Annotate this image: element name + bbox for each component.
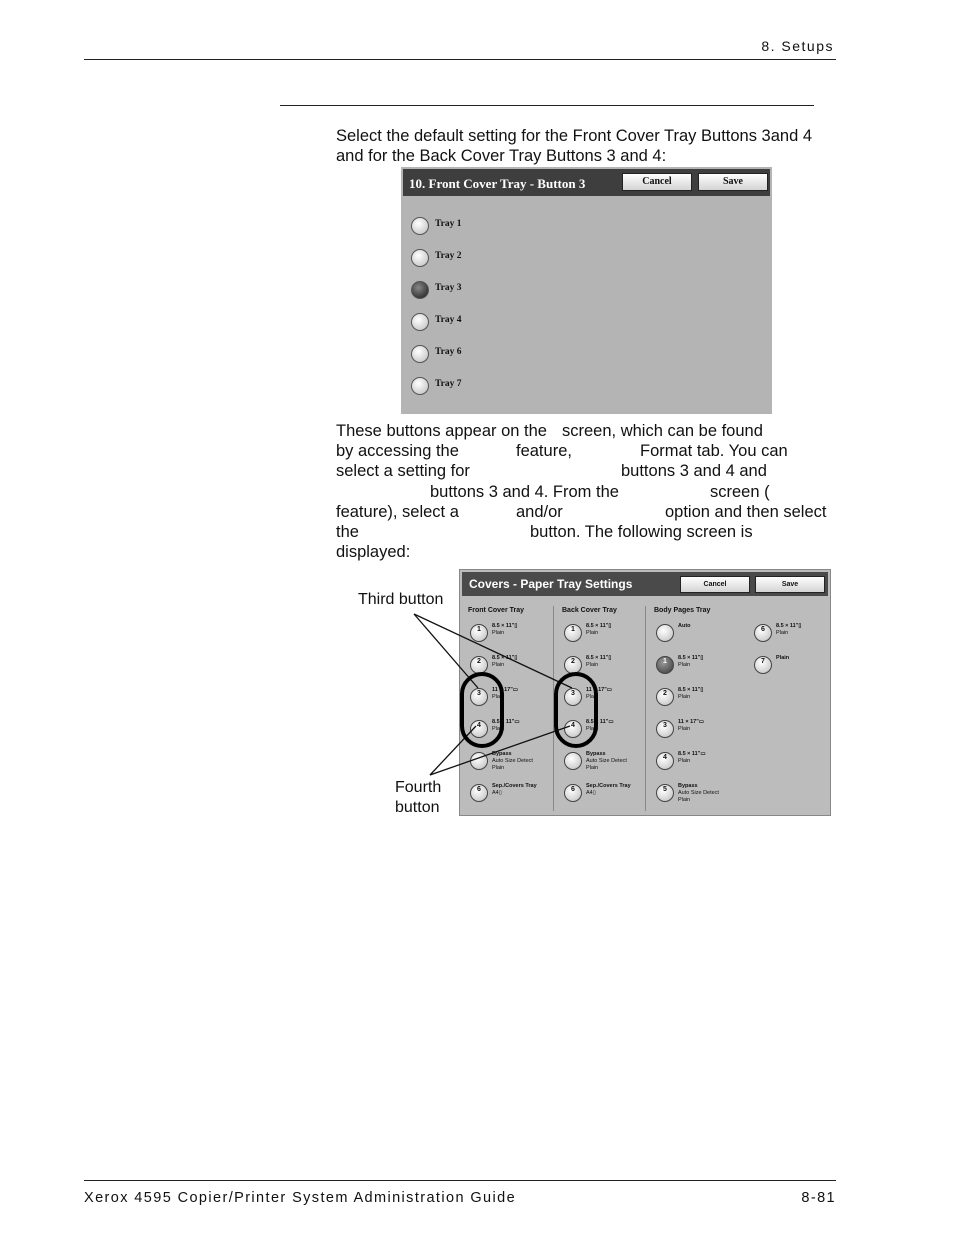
section-header: 8. Setups — [761, 38, 834, 54]
screen-title: 10. Front Cover Tray - Button 3 — [409, 176, 586, 191]
tray-option-label: Tray 4 — [435, 315, 462, 325]
tray-label: Plain — [678, 797, 691, 803]
tray-label: Sep./Covers Tray — [492, 783, 537, 789]
paper-tray-icon: 2 — [470, 656, 488, 674]
intro-text: Select the default setting for the Front Cover Tray Buttons 3and 4 and for the Back Cover Tray Buttons 3 and 4: — [336, 127, 813, 166]
paragraph-text: the — [336, 523, 359, 541]
tray-label: 8.5 × 11"▯ — [678, 655, 704, 661]
paragraph-text: buttons 3 and 4. From the — [430, 482, 619, 501]
paragraph-text: by accessing the — [336, 442, 459, 461]
paper-tray-icon: 4 — [470, 720, 488, 738]
tray-label: Plain — [492, 765, 505, 771]
save-button[interactable]: Save — [698, 173, 768, 191]
screen-title: Covers - Paper Tray Settings — [469, 577, 633, 591]
third-button-callout: Third button — [358, 591, 444, 608]
tray-label: Plain — [776, 655, 790, 661]
paragraph-text: feature, — [516, 442, 572, 461]
footer-rule — [84, 1180, 836, 1181]
tray-option-label: Tray 1 — [435, 219, 462, 229]
tray-option-label: Tray 7 — [435, 379, 462, 389]
paragraph-text: Format tab. You can — [640, 442, 788, 461]
tray-label: 11 × 17"▭ — [492, 687, 519, 693]
paper-tray-icon: 2 — [656, 688, 674, 706]
tray-label: Plain — [678, 726, 691, 732]
tray-label: 8.5 × 11"▭ — [586, 719, 614, 725]
paper-tray-icon: 6 — [754, 624, 772, 642]
front-cover-tray-heading: Front Cover Tray — [468, 607, 525, 614]
paper-tray-icon: 6 — [564, 784, 582, 802]
tray-label: A4▯ — [492, 790, 502, 796]
tray-label: Plain — [586, 662, 599, 668]
tray-label: Sep./Covers Tray — [586, 783, 631, 789]
tray-label: Auto Size Detect — [586, 758, 627, 764]
paragraph-text: select a setting for — [336, 462, 470, 481]
tray-label: Plain — [678, 662, 691, 668]
paper-tray-icon: 3 — [470, 688, 488, 706]
back-cover-tray-heading: Back Cover Tray — [562, 607, 617, 614]
tray-label: 8.5 × 11"▯ — [678, 687, 704, 693]
tray-option-label: Tray 3 — [435, 283, 462, 293]
paper-tray-icon: 1 — [564, 624, 582, 642]
tray-label: 8.5 × 11"▯ — [492, 623, 518, 629]
tray-label: Plain — [492, 662, 505, 668]
tray-label: Plain — [586, 726, 599, 732]
tray-option-label: Tray 6 — [435, 347, 462, 357]
page-number: 8-81 — [801, 1190, 836, 1206]
paragraph-text: buttons 3 and 4 and — [621, 462, 767, 481]
tray-label: Auto Size Detect — [678, 790, 719, 796]
tray-label: Auto — [678, 623, 691, 629]
tray-label: Plain — [586, 630, 599, 636]
paragraph-text: screen, which can be found — [562, 422, 763, 440]
paper-tray-icon: 4 — [564, 720, 582, 738]
paragraph-text: screen ( — [710, 482, 770, 501]
paragraph-text: option and then select — [665, 502, 827, 521]
paper-tray-icon: 6 — [470, 784, 488, 802]
tray-label: Auto Size Detect — [492, 758, 533, 764]
paragraph-text: and/or — [516, 502, 563, 521]
tray-label: Plain — [678, 694, 691, 700]
body-pages-tray-heading: Body Pages Tray — [654, 607, 711, 614]
tray-label: 8.5 × 11"▯ — [492, 655, 518, 661]
paper-tray-icon: 1 — [470, 624, 488, 642]
tray-label: Plain — [586, 694, 599, 700]
tray-label: Plain — [492, 694, 505, 700]
paper-tray-icon: 5 — [656, 784, 674, 802]
tray-label: 8.5 × 11"▯ — [586, 623, 612, 629]
tray-label: Plain — [678, 758, 691, 764]
footer-title: Xerox 4595 Copier/Printer System Administration Guide — [84, 1190, 517, 1206]
paragraph-text: button. The following screen is — [530, 523, 753, 541]
tray-label: A4▯ — [586, 790, 596, 796]
paper-tray-icon: 3 — [656, 720, 674, 738]
tray-label: 11 × 17"▭ — [586, 687, 613, 693]
paper-tray-icon: 4 — [656, 752, 674, 770]
fourth-button-callout-line2: button — [395, 799, 440, 816]
tray-label: Bypass — [678, 783, 698, 789]
tray-label: Bypass — [586, 751, 606, 757]
fourth-button-leader-front — [430, 726, 476, 775]
paragraph-text: These buttons appear on the — [336, 422, 547, 440]
tray-label: Plain — [492, 630, 505, 636]
paragraph-text: feature), select a — [336, 502, 459, 521]
tray-label: Plain — [586, 765, 599, 771]
tray-option-label: Tray 2 — [435, 251, 462, 261]
back-highlight-ellipse — [556, 674, 599, 746]
tray-label: Bypass — [492, 751, 512, 757]
tray-label: 8.5 × 11"▯ — [586, 655, 612, 661]
tray-label: Plain — [776, 630, 789, 636]
tray-label: 8.5 × 11"▭ — [492, 719, 520, 725]
paper-tray-icon: 1 — [656, 656, 674, 674]
fourth-button-callout-line1: Fourth — [395, 779, 442, 796]
save-button[interactable]: Save — [755, 576, 825, 593]
cancel-button[interactable]: Cancel — [680, 576, 750, 593]
paragraph-text: displayed: — [336, 543, 411, 562]
paper-tray-icon: 2 — [564, 656, 582, 674]
tray-label: Plain — [492, 726, 505, 732]
tray-label: 11 × 17"▭ — [678, 719, 705, 725]
paper-tray-icon: 3 — [564, 688, 582, 706]
paper-tray-icon: 7 — [754, 656, 772, 674]
tray-label: 8.5 × 11"▭ — [678, 751, 706, 757]
tray-label: 8.5 × 11"▯ — [776, 623, 802, 629]
cancel-button[interactable]: Cancel — [622, 173, 692, 191]
